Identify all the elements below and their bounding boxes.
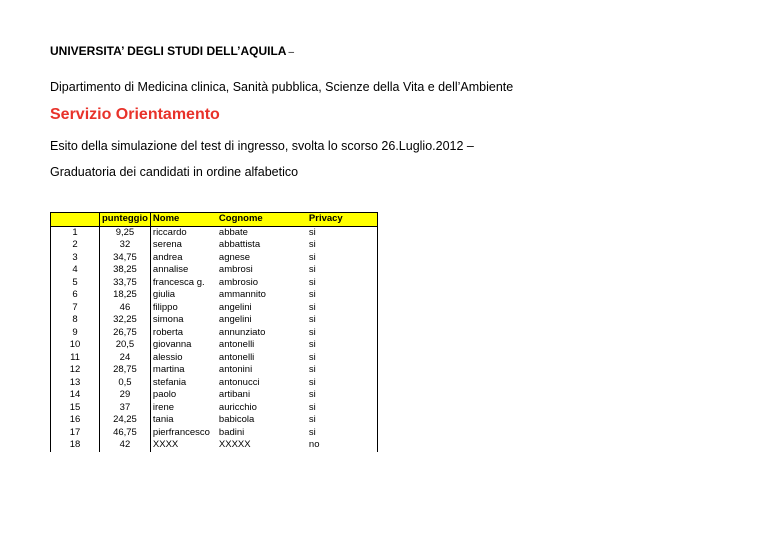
cell-privacy: si <box>307 226 378 239</box>
cell-surname: angelini <box>218 314 252 326</box>
cell-score: 34,75 <box>100 252 151 265</box>
cell-score: 24,25 <box>100 414 151 427</box>
cell-num: 7 <box>51 302 100 315</box>
cell-surname: abbattista <box>218 239 261 251</box>
cell-privacy: si <box>307 352 378 365</box>
cell-score: 29 <box>100 389 151 402</box>
cell-name: giovanna <box>150 339 217 352</box>
cell-privacy: si <box>307 364 378 377</box>
cell-surname: babicola <box>218 414 255 426</box>
cell-privacy: si <box>307 239 378 252</box>
table-row <box>51 389 378 402</box>
table-row <box>51 264 378 277</box>
table-row <box>51 439 378 452</box>
candidates-table <box>50 212 378 452</box>
cell-num: 1 <box>51 226 100 239</box>
cell-surname: ambrosi <box>218 264 253 276</box>
cell-name: serena <box>150 239 217 252</box>
cell-num: 17 <box>51 427 100 440</box>
table-row <box>51 302 378 315</box>
cell-privacy: si <box>307 264 378 277</box>
cell-privacy: si <box>307 314 378 327</box>
cell-name: roberta <box>150 327 217 340</box>
cell-privacy: si <box>307 339 378 352</box>
cell-num: 11 <box>51 352 100 365</box>
table-row <box>51 427 378 440</box>
cell-score: 24 <box>100 352 151 365</box>
cell-surname: annunziato <box>218 326 266 338</box>
cell-name: alessio <box>150 352 217 365</box>
cell-surname: badini <box>218 426 245 438</box>
cell-name: filippo <box>150 302 217 315</box>
cell-privacy: si <box>307 327 378 340</box>
cell-num: 2 <box>51 239 100 252</box>
cell-surname: ammannito <box>218 289 266 301</box>
cell-score: 46,75 <box>100 427 151 440</box>
cell-surname: auricchio <box>218 401 257 413</box>
cell-score: 33,75 <box>100 277 151 290</box>
cell-name: francesca g. <box>150 277 217 290</box>
cell-name: tania <box>150 414 217 427</box>
university-heading <box>50 44 294 58</box>
cell-score: 32,25 <box>100 314 151 327</box>
cell-privacy: si <box>307 414 378 427</box>
header-surname: Cognome <box>217 213 307 227</box>
cell-surname: antonucci <box>218 376 260 388</box>
cell-num: 8 <box>51 314 100 327</box>
cell-name: XXXX <box>150 439 217 452</box>
table-row <box>51 327 378 340</box>
cell-score: 38,25 <box>100 264 151 277</box>
cell-privacy: no <box>307 439 378 452</box>
cell-num: 18 <box>51 439 100 452</box>
cell-name: andrea <box>150 252 217 265</box>
header-score: punteggio <box>100 213 151 227</box>
university-name: UNIVERSITA’ DEGLI STUDI DELL’AQUILA <box>50 44 287 58</box>
cell-num: 9 <box>51 327 100 340</box>
cell-num: 5 <box>51 277 100 290</box>
cell-num: 6 <box>51 289 100 302</box>
service-title: Servizio Orientamento <box>50 106 220 123</box>
cell-privacy: si <box>307 427 378 440</box>
cell-num: 3 <box>51 252 100 265</box>
cell-surname: antonelli <box>218 339 255 351</box>
cell-num: 12 <box>51 364 100 377</box>
cell-surname: angelini <box>218 301 252 313</box>
cell-score: 9,25 <box>100 226 151 239</box>
cell-num: 13 <box>51 377 100 390</box>
cell-name: simona <box>150 314 217 327</box>
cell-score: 26,75 <box>100 327 151 340</box>
cell-score: 32 <box>100 239 151 252</box>
table-row <box>51 252 378 265</box>
cell-privacy: si <box>307 252 378 265</box>
cell-privacy: si <box>307 377 378 390</box>
cell-surname: abbate <box>218 226 248 238</box>
cell-num: 4 <box>51 264 100 277</box>
table-row <box>51 364 378 377</box>
cell-name: irene <box>150 402 217 415</box>
cell-name: annalise <box>150 264 217 277</box>
cell-name: pierfrancesco <box>150 427 217 440</box>
cell-name: stefania <box>150 377 217 390</box>
cell-num: 16 <box>51 414 100 427</box>
cell-score: 28,75 <box>100 364 151 377</box>
university-suffix: – <box>288 47 295 58</box>
table-row <box>51 377 378 390</box>
cell-surname: agnese <box>218 251 251 263</box>
cell-privacy: si <box>307 389 378 402</box>
cell-name: riccardo <box>150 226 217 239</box>
cell-score: 42 <box>100 439 151 452</box>
cell-num: 15 <box>51 402 100 415</box>
cell-privacy: si <box>307 289 378 302</box>
cell-score: 0,5 <box>100 377 151 390</box>
header-name: Nome <box>150 213 217 227</box>
cell-score: 37 <box>100 402 151 415</box>
cell-surname: artibani <box>218 389 251 401</box>
cell-score: 20,5 <box>100 339 151 352</box>
cell-surname: antonini <box>218 364 253 376</box>
cell-name: paolo <box>150 389 217 402</box>
cell-surname: ambrosio <box>218 276 258 288</box>
cell-surname: XXXXX <box>218 439 251 451</box>
table-row <box>51 239 378 252</box>
table-row <box>51 277 378 290</box>
header-privacy: Privacy <box>307 213 378 227</box>
department-line: Dipartimento di Medicina clinica, Sanità pubblica, Scienze della Vita e dell’Ambiente <box>50 80 514 94</box>
result-line: Esito della simulazione del test di ingresso, svolta lo scorso 26.Luglio.2012 – <box>50 139 474 153</box>
cell-score: 46 <box>100 302 151 315</box>
table-row <box>51 339 378 352</box>
cell-num: 14 <box>51 389 100 402</box>
table-row <box>51 289 378 302</box>
cell-name: giulia <box>150 289 217 302</box>
cell-privacy: si <box>307 277 378 290</box>
cell-score: 18,25 <box>100 289 151 302</box>
table-row <box>51 226 378 239</box>
cell-name: martina <box>150 364 217 377</box>
header-num <box>51 213 100 227</box>
cell-privacy: si <box>307 402 378 415</box>
table-row <box>51 402 378 415</box>
cell-surname: antonelli <box>218 351 255 363</box>
table-row <box>51 314 378 327</box>
table-row <box>51 352 378 365</box>
cell-privacy: si <box>307 302 378 315</box>
ranking-line: Graduatoria dei candidati in ordine alfabetico <box>50 165 299 179</box>
table-header-row <box>51 213 378 227</box>
table-row <box>51 414 378 427</box>
cell-num: 10 <box>51 339 100 352</box>
